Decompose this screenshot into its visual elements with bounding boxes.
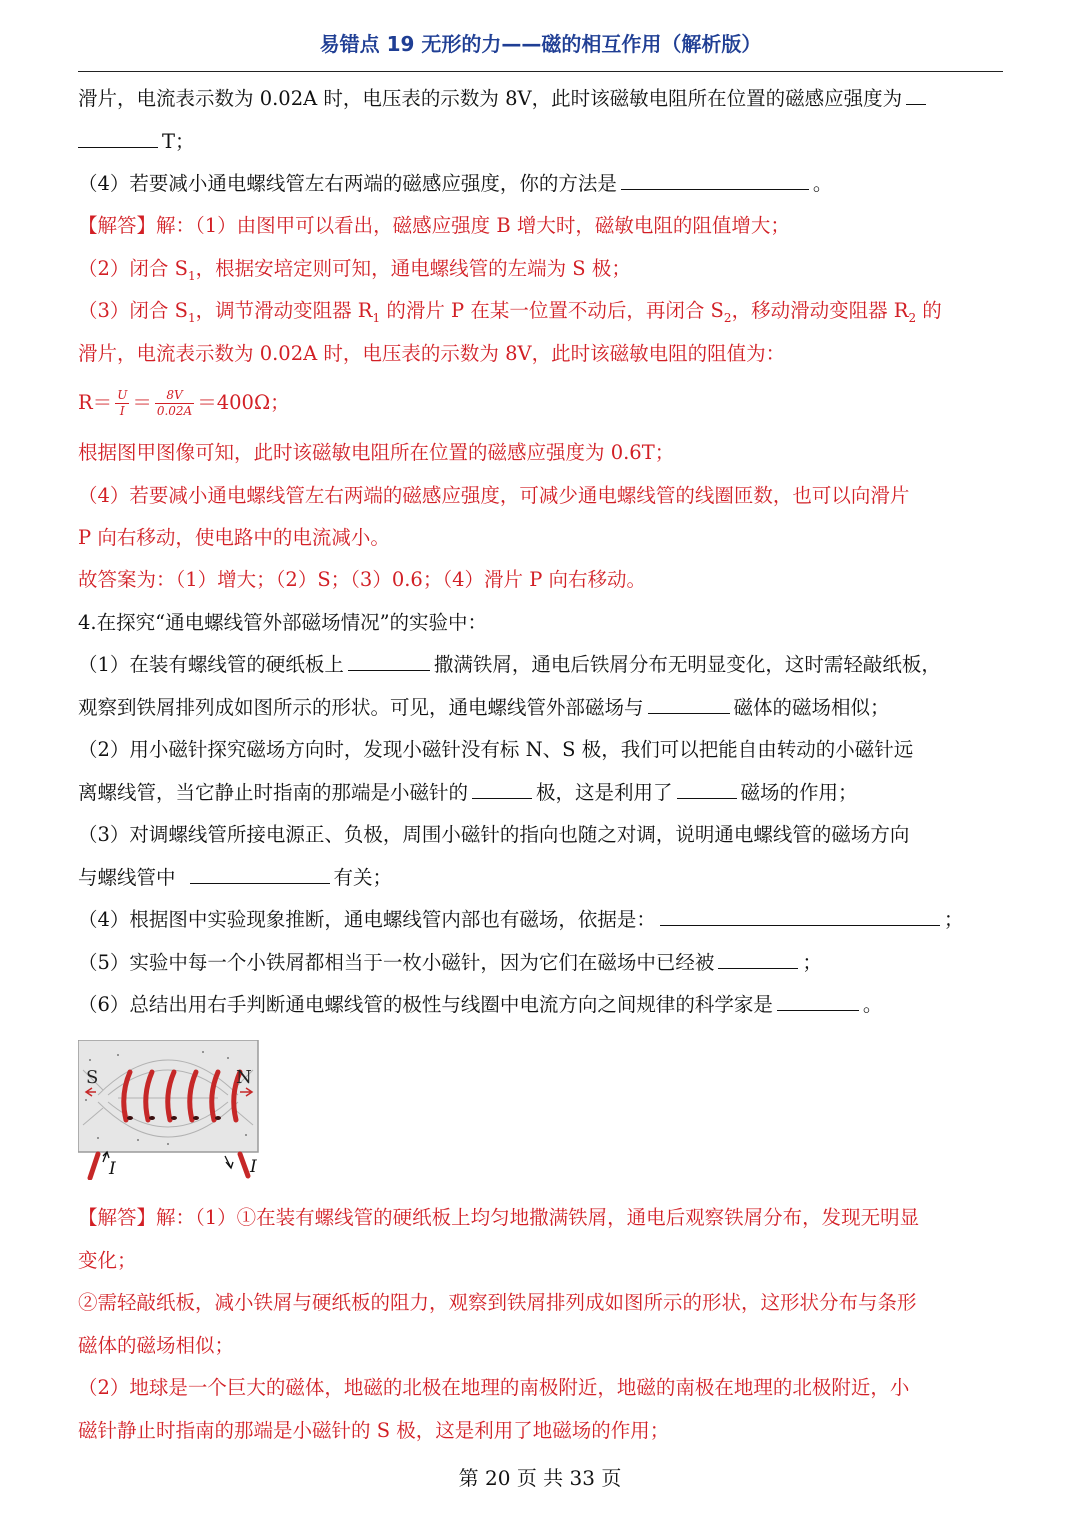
answer-blank	[190, 865, 330, 884]
page-header-title: 易错点 19 无形的力——磁的相互作用（解析版）	[319, 32, 762, 56]
q4-part-5: （5）实验中每一个小铁屑都相当于一枚小磁针，因为它们在磁场中已经被 ；	[78, 951, 822, 974]
answer-blank	[621, 171, 809, 190]
answer3-line-2: （2）闭合 $S_1$，根据安培定则可知，通电螺线管的左端为 S 极；	[78, 257, 631, 283]
q4-part-2-line-1: （2）用小磁针探究磁场方向时，发现小磁针没有标 N、S 极，我们可以把能自由转动的小磁针远	[78, 738, 914, 761]
q4-part-3-line-2: 与螺线管中 有关；	[78, 866, 393, 889]
answer-blank	[718, 950, 798, 969]
q4-stem: 4.在探究“通电螺线管外部磁场情况”的实验中：	[78, 611, 488, 634]
fraction-8v-over-current: $\frac{8V}{0.02A}$	[156, 388, 193, 418]
answer3-line-6: 根据图甲图像可知，此时该磁敏电阻所在位置的磁感应强度为 0.6T；	[78, 441, 675, 464]
answer4-line-1: 【解答】解：（1）①在装有螺线管的硬纸板上均匀地撒满铁屑，通电后观察铁屑分布，发现无明显	[78, 1206, 920, 1229]
answer-blank	[472, 780, 532, 799]
answer3-summary: 故答案为：（1）增大；（2）S；（3）0.6；（4）滑片 P 向右移动。	[78, 568, 647, 591]
answer-blank	[78, 129, 158, 148]
current-label-right: I	[250, 1157, 257, 1177]
answer3-line-7: （4）若要减小通电螺线管左右两端的磁感应强度，可减少通电螺线管的线圈匝数，也可以向滑片	[78, 484, 910, 507]
answer-tag: 【解答】	[78, 1206, 157, 1229]
answer4-line-2: 变化；	[78, 1249, 137, 1272]
q4-part-6: （6）总结出用右手判断通电螺线管的极性与线圈中电流方向之间规律的科学家是 。	[78, 993, 883, 1016]
answer3-line-1: 【解答】解：（1）由图甲可以看出，磁感应强度 B 增大时，磁敏电阻的阻值增大；	[78, 214, 790, 237]
answer4-line-5: （2）地球是一个巨大的磁体，地磁的北极在地理的南极附近，地磁的南极在地理的北极附近，小	[78, 1376, 910, 1399]
answer3-line-8: P 向右移动，使电路中的电流减小。	[78, 526, 390, 549]
q3-tail-line-1: 滑片，电流表示数为 0.02A 时，电压表的示数为 8V，此时该磁敏电阻所在位置的磁感应强度为	[78, 86, 1003, 112]
answer-blank	[777, 992, 859, 1011]
answer3-formula: R＝ $\frac{U}{I}$ ＝ $\frac{8V}{0.02A}$ ＝400Ω；	[78, 388, 290, 418]
q4-part-2-line-2: 离螺线管，当它静止时指南的那端是小磁针的 极，这是利用了 磁场的作用；	[78, 781, 858, 804]
answer-blank	[348, 652, 430, 671]
answer-blank	[677, 780, 737, 799]
south-pole-label: S	[86, 1067, 99, 1088]
q4-part-3-line-1: （3）对调螺线管所接电源正、负极，周围小磁针的指向也随之对调，说明通电螺线管的磁场方向	[78, 823, 910, 846]
q4-part-1-line-2: 观察到铁屑排列成如图所示的形状。可见，通电螺线管外部磁场与 磁体的磁场相似；	[78, 696, 890, 719]
answer4-line-6: 磁针静止时指南的那端是小磁针的 S 极，这是利用了地磁场的作用；	[78, 1419, 670, 1442]
north-pole-label: N	[236, 1067, 252, 1088]
current-label-left: I	[109, 1159, 116, 1179]
answer4-line-3: ②需轻敲纸板，减小铁屑与硬纸板的阻力，观察到铁屑排列成如图所示的形状，这形状分布与条形	[78, 1291, 917, 1314]
fraction-u-over-i: $\frac{U}{I}$	[117, 388, 128, 418]
answer-blank	[648, 695, 730, 714]
solenoid-iron-filings-figure	[78, 1040, 268, 1180]
q4-part-4: （4）根据图中实验现象推断，通电螺线管内部也有磁场，依据是： ；	[78, 908, 964, 931]
answer-blank	[906, 86, 926, 105]
q4-part-1-line-1: （1）在装有螺线管的硬纸板上 撒满铁屑，通电后铁屑分布无明显变化，这时需轻敲纸板，	[78, 653, 941, 676]
answer-blank	[660, 907, 940, 926]
header-divider	[78, 71, 1003, 72]
page-number-footer: 第 20 页 共 33 页	[458, 1466, 622, 1490]
answer4-line-4: 磁体的磁场相似；	[78, 1334, 235, 1357]
q3-part-4: （4）若要减小通电螺线管左右两端的磁感应强度，你的方法是 。	[78, 172, 833, 195]
answer-tag: 【解答】	[78, 214, 157, 237]
q3-tail-line-2: T；	[78, 129, 1003, 155]
answer3-line-3: （3）闭合 $S_1$，调节滑动变阻器 $R_1$ 的滑片 P 在某一位置不动后，再闭合 $S_2$，移动滑动变阻器 $R_2$ 的	[78, 299, 942, 325]
answer3-line-4: 滑片，电流表示数为 0.02A 时，电压表的示数为 8V，此时该磁敏电阻的阻值为：	[78, 342, 786, 365]
